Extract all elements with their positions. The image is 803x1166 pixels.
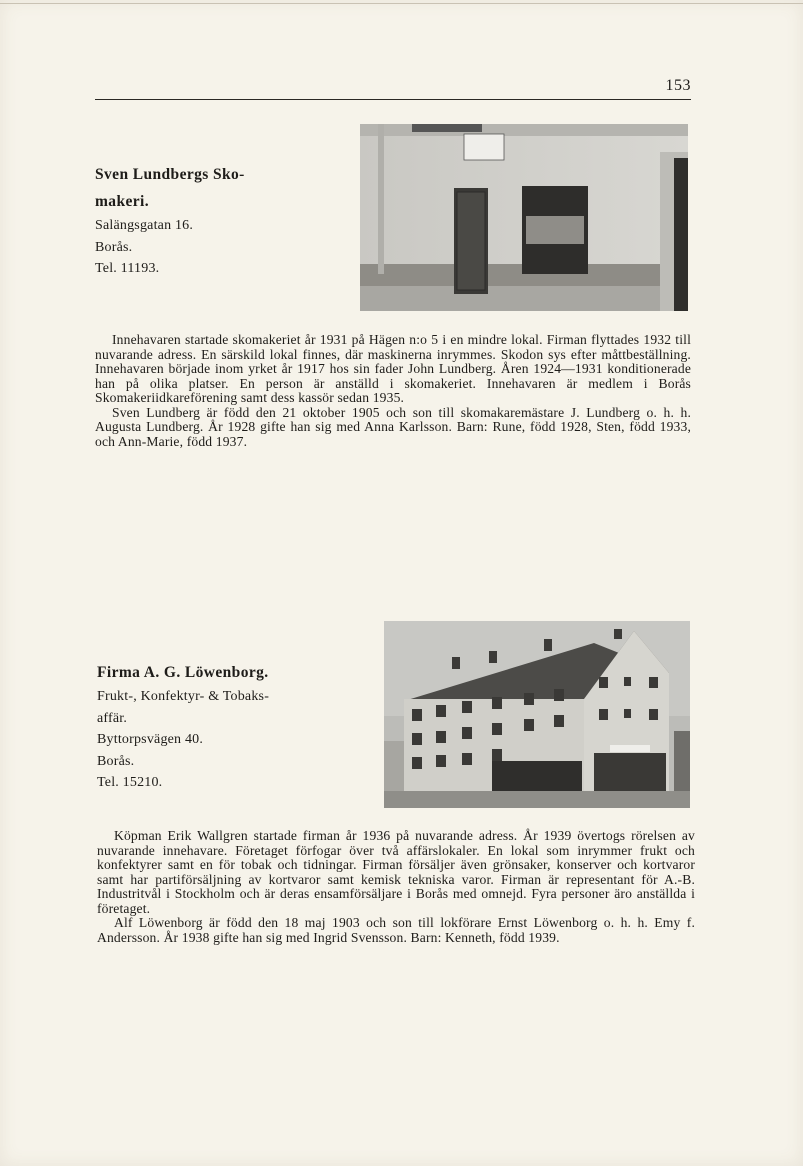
entry2-city: Borås.: [97, 753, 135, 769]
entry1-paragraph-2: Sven Lundberg är född den 21 oktober 1905 och son till skomakaremästare J. Lundberg o. h. h. Augusta Lundberg. År 1928 gifte han sig med Anna Karlsson. Barn: Rune, född 1928, Sten, född 1933, och Ann-Marie, född 1937.: [95, 404, 691, 449]
page-number: 153: [665, 77, 691, 94]
shoemaker-shop-photo: [360, 124, 688, 311]
fruit-shop-building-photo: [384, 621, 690, 808]
entry2-street: Byttorpsvägen 40.: [97, 732, 204, 747]
entry1-city: Borås.: [95, 239, 133, 255]
entry2-heading: Firma A. G. Löwenborg.: [97, 664, 269, 681]
fruit-shop-building-illustration: [384, 621, 690, 808]
entry1-heading-line-2: makeri.: [95, 193, 150, 210]
entry1-info-block: [95, 161, 295, 280]
entry1-paragraph-1: Innehavaren startade skomakeriet år 1931 på Hägen n:o 5 i en mindre lokal. Firman flyttades 1932 till nuvarande adress. En särskild lokal finnes, där maskinerna inrymmes. Skodon sys efter måttbeställning. Innehavaren började inom yrket år 1917 hos sin fader John Lundberg. Åren 1924—1931 konditionerade han på olika platser. En person är anställd i skomakeriet. Innehavaren är medlem i Borås Skomakeriidkareförening samt dess kassör sedan 1935.: [95, 332, 691, 405]
entry1-street: Salängsgatan 16.: [95, 218, 194, 233]
entry2-body-text: [97, 829, 695, 945]
entry2-info-block: [97, 659, 327, 794]
entry2-business-type-line-2: affär.: [97, 710, 128, 726]
shoemaker-shop-illustration: [360, 124, 688, 311]
entry2-paragraph-2: Alf Löwenborg är född den 18 maj 1903 och son till lokförare Ernst Löwenborg o. h. h. Emy f. Andersson. År 1938 gifte han sig med Ingrid Svensson. Barn: Kenneth, född 1939.: [97, 915, 695, 945]
entry2-paragraph-1: Köpman Erik Wallgren startade firman år 1936 på nuvarande adress. År 1939 övertogs rörelsen av nuvarande innehavare. Företaget förfogar över två affärslokaler. En lokal som inrymmer frukt och konfektyrer samt en för tobak och tidningar. Firman försäljer även grönsaker, konserver och kortvaror samt har partiförsäljning av kortvaror samt kemisk tekniska varor. Firman är representant för A.-B. Industritvål i Stockholm och är deras ensamförsäljare i Borås med omnejd. Fyra personer äro anställda i företaget.: [97, 828, 695, 916]
entry2-business-type-line-1: Frukt-, Konfektyr- & Tobaks-: [97, 689, 270, 704]
header-rule: [95, 99, 691, 100]
page-edge-line: [0, 3, 803, 4]
entry2-phone: Tel. 15210.: [97, 775, 163, 790]
entry1-body-text: [95, 333, 691, 449]
entry1-heading-line-1: Sven Lundbergs Sko-: [95, 166, 245, 183]
entry1-phone: Tel. 11193.: [95, 261, 160, 276]
